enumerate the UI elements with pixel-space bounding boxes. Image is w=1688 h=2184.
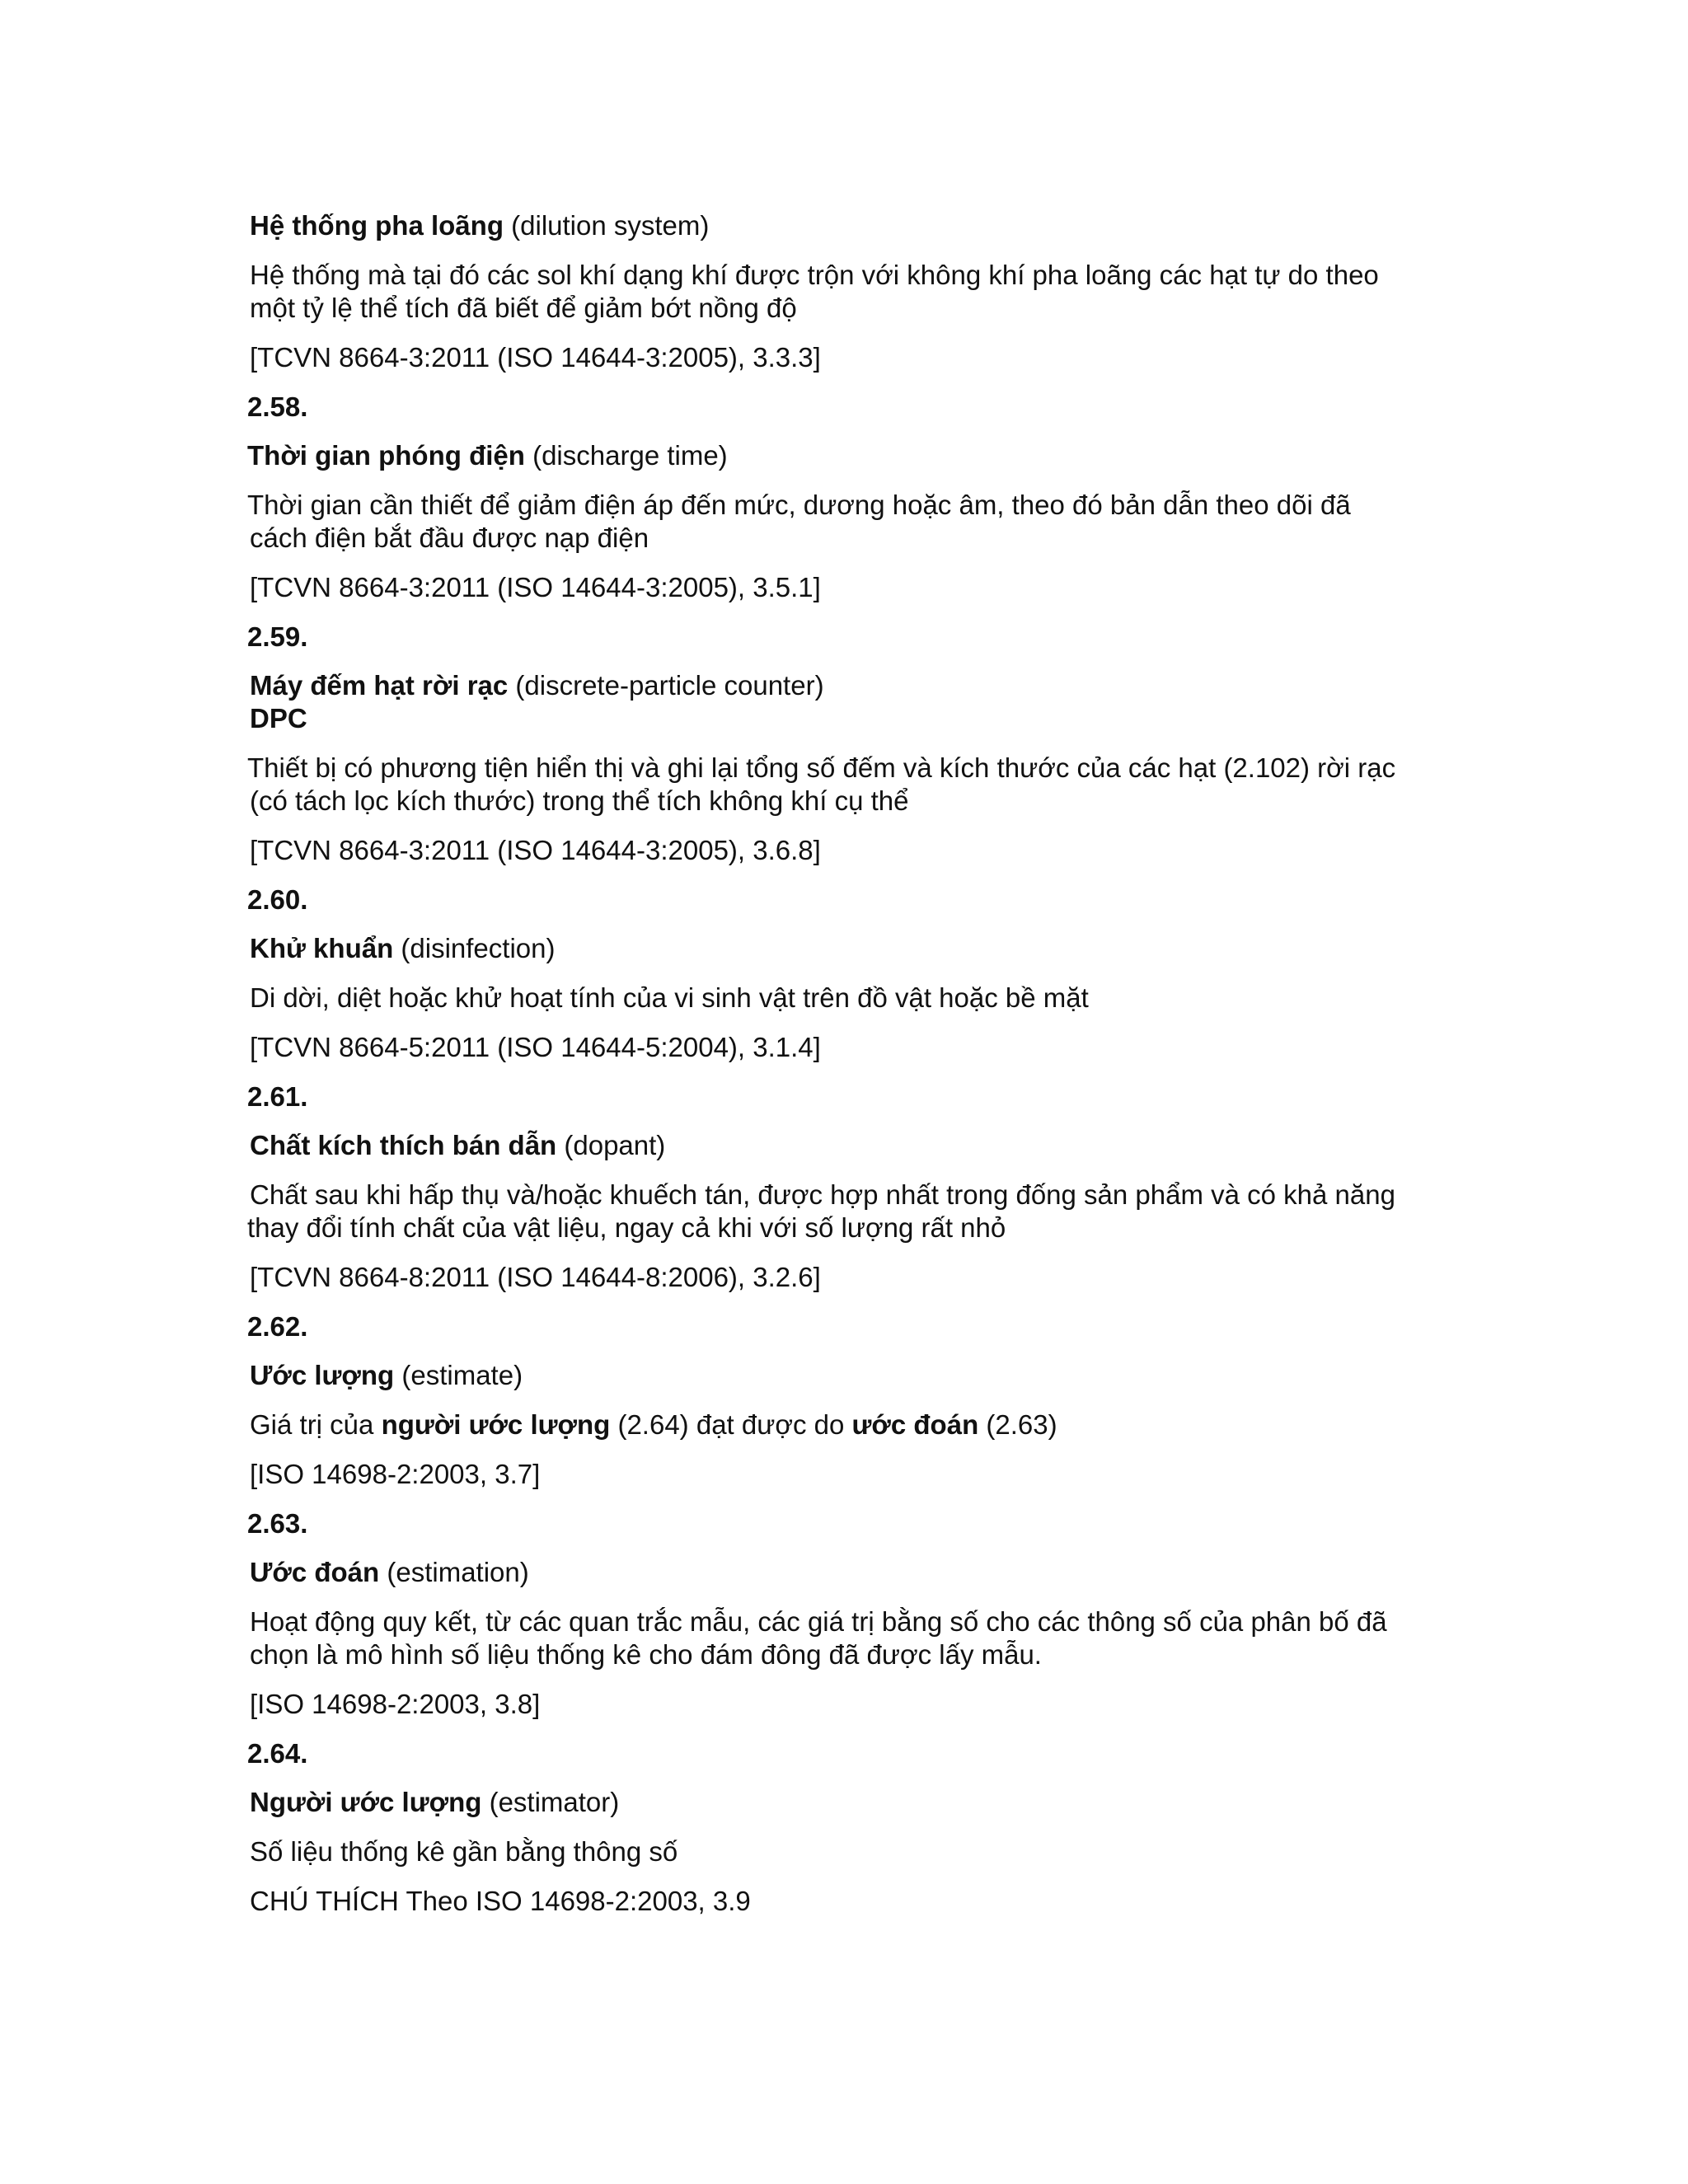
term-english: (discharge time): [524, 440, 728, 471]
term-name: Hệ thống pha loãng: [250, 210, 504, 241]
term-english: (estimate): [394, 1360, 523, 1390]
note: CHÚ THÍCH Theo ISO 14698-2:2003, 3.9: [250, 1886, 751, 1916]
term-heading: [250, 209, 709, 242]
reference: [TCVN 8664-3:2011 (ISO 14644-3:2005), 3.3.3]: [250, 342, 821, 373]
term-abbreviation: DPC: [250, 703, 307, 733]
term-heading: [250, 1786, 619, 1819]
definition-line: một tỷ lệ thể tích đã biết để giảm bớt nồng độ: [250, 293, 797, 323]
term-name: Thời gian phóng điện: [247, 440, 525, 471]
definition-line: cách điện bắt đầu được nạp điện: [250, 523, 649, 553]
entry-number: 2.58.: [247, 391, 308, 422]
definition-line: Thời gian cần thiết để giảm điện áp đến mức, dương hoặc âm, theo đó bản dẫn theo dõi đã: [247, 490, 1351, 520]
reference: [ISO 14698-2:2003, 3.8]: [250, 1689, 541, 1719]
term-english: (disinfection): [393, 933, 556, 963]
entry-number: 2.63.: [247, 1508, 308, 1539]
entry-number: 2.62.: [247, 1311, 308, 1342]
term-heading: [250, 932, 555, 965]
cross-reference-term: ước đoán: [851, 1409, 979, 1440]
definition-line: Thiết bị có phương tiện hiển thị và ghi lại tổng số đếm và kích thước của các hạt (2.102) rời rạc: [247, 752, 1396, 783]
reference: [TCVN 8664-3:2011 (ISO 14644-3:2005), 3.5.1]: [250, 572, 821, 602]
term-name: Khử khuẩn: [250, 933, 394, 963]
reference: [TCVN 8664-3:2011 (ISO 14644-3:2005), 3.6.8]: [250, 835, 821, 865]
definition-line: Số liệu thống kê gần bằng thông số: [250, 1836, 678, 1867]
definition-line: Hoạt động quy kết, từ các quan trắc mẫu, các giá trị bằng số cho các thông số của phân bố đã: [250, 1606, 1387, 1637]
entry-number: 2.64.: [247, 1738, 308, 1769]
term-english: (dopant): [556, 1130, 666, 1160]
definition-line: chọn là mô hình số liệu thống kê cho đám đông đã được lấy mẫu.: [250, 1639, 1042, 1670]
term-heading: [250, 669, 824, 702]
term-name: Chất kích thích bán dẫn: [250, 1130, 557, 1160]
term-heading: [250, 1556, 529, 1589]
term-english: (estimator): [481, 1787, 620, 1817]
term-name: Ước lượng: [250, 1360, 395, 1390]
term-heading: [247, 439, 728, 472]
definition-line: Di dời, diệt hoặc khử hoạt tính của vi sinh vật trên đồ vật hoặc bề mặt: [250, 982, 1089, 1013]
definition-line: Giá trị của người ước lượng (2.64) đạt được do ước đoán (2.63): [250, 1409, 1057, 1440]
entry-number: 2.59.: [247, 621, 308, 652]
term-name: Máy đếm hạt rời rạc: [250, 670, 509, 701]
entry-number: 2.60.: [247, 884, 308, 915]
term-english: (dilution system): [503, 210, 710, 241]
definition-line: Hệ thống mà tại đó các sol khí dạng khí được trộn với không khí pha loãng các hạt tự do theo: [250, 260, 1379, 290]
reference: [TCVN 8664-8:2011 (ISO 14644-8:2006), 3.2.6]: [250, 1262, 821, 1292]
reference: [ISO 14698-2:2003, 3.7]: [250, 1459, 541, 1489]
reference: [TCVN 8664-5:2011 (ISO 14644-5:2004), 3.1.4]: [250, 1032, 821, 1062]
definition-line: Chất sau khi hấp thụ và/hoặc khuếch tán, được hợp nhất trong đống sản phẩm và có khả năng: [250, 1179, 1395, 1210]
term-name: Ước đoán: [250, 1557, 380, 1587]
term-english: (discrete-particle counter): [508, 670, 824, 701]
entry-number: 2.61.: [247, 1081, 308, 1112]
definition-line: thay đổi tính chất của vật liệu, ngay cả khi với số lượng rất nhỏ: [247, 1212, 1006, 1243]
term-heading: [250, 1129, 665, 1162]
cross-reference-term: người ước lượng: [381, 1409, 611, 1440]
term-name: Người ước lượng: [250, 1787, 482, 1817]
term-english: (estimation): [379, 1557, 529, 1587]
term-heading: [250, 1359, 523, 1392]
definition-line: (có tách lọc kích thước) trong thể tích không khí cụ thể: [250, 785, 909, 816]
